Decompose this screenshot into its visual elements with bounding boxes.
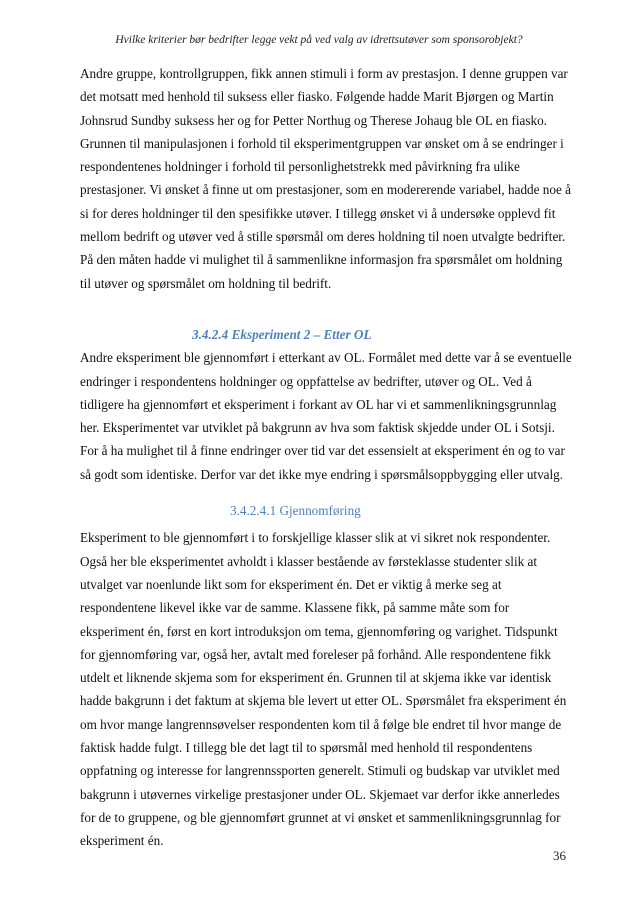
text-line: endringer i respondentens holdninger og oppfattelse av bedrifter, utøver og OL. Ved å: [80, 373, 532, 389]
text-line: For å ha mulighet til å finne endringer over tid var det essensielt at eksperiment én og to var: [80, 443, 565, 459]
running-header: [0, 34, 638, 46]
running-header-title: Hvilke kriterier bør bedrifter legge vekt på ved valg av idrettsutøver som sponsorobjekt?: [115, 34, 523, 46]
paragraph-implementation: [80, 526, 567, 852]
text-line: Også her ble eksperimentet avholdt i klasser bestående av førsteklasse studenter slik at: [80, 553, 538, 569]
text-line: respondentene likevel ikke var de samme. Klassene fikk, på samme måte som for: [80, 600, 510, 616]
paragraph-experiment-2: [80, 346, 572, 486]
text-line: Andre eksperiment ble gjennomført i etterkant av OL. Formålet med dette var å se eventuelle: [80, 350, 572, 366]
text-line: eksperiment én, først en kort introduksjon om tema, gjennomføring og varighet. Tidspunkt: [80, 623, 558, 639]
text-line: Grunnen til manipulasjonen i forhold til eksperimentgruppen var ønsket om å se endringer i: [80, 135, 564, 151]
text-line: mellom bedrift og utøver ved å stille spørsmål om deres holdning til noen utvalgte bedrifter.: [80, 229, 566, 245]
text-line: faktisk hadde fulgt. I tillegg ble det lagt til to spørsmål med henhold til respondentens: [80, 740, 533, 756]
page-number: 36: [553, 848, 566, 863]
text-line: bakgrunn i utøvernes virkelige prestasjoner under OL. Skjemaet var derfor ikke annerledes: [80, 786, 560, 802]
text-line: for de to gruppene, og ble gjennomført grunnet at vi ønsket et sammenlikningsgrunnlag for: [80, 809, 561, 825]
text-line: for gjennomføring var, også her, avtalt med foreleser på forhånd. Alle respondentene fikk: [80, 646, 551, 662]
text-line: utvalget var noenlunde likt som for eksperiment én. Det er viktig å merke seg at: [80, 576, 502, 592]
text-line: prestasjoner. Vi ønsket å finne ut om prestasjoner, som en modererende variabel, hadde noe å: [80, 182, 571, 198]
text-line: tidligere ha gjennomført et eksperiment i forkant av OL har vi et sammenlikningsgrunnlag: [80, 396, 557, 412]
section-heading-3424: 3.4.2.4 Eksperiment 2 – Etter OL: [192, 326, 372, 342]
text-line: her. Eksperimentet var utviklet på bakgrunn av hva som faktisk skjedde under OL i Sotsji.: [80, 420, 555, 436]
text-line: det motsatt med henhold til suksess eller fiasko. Følgende hadde Marit Bjørgen og Martin: [80, 89, 554, 105]
text-line: På den måten hadde vi mulighet til å sammenlikne informasjon fra spørsmålet om holdning: [80, 252, 563, 268]
text-line: utdelt et liknende skjema som for eksperiment én. Grunnen til at skjema ikke var identisk: [80, 670, 552, 686]
text-line: eksperiment én.: [80, 833, 164, 849]
text-line: så godt som identiske. Derfor var det ikke mye endring i spørsmålsoppbygging eller utvalg.: [80, 466, 564, 482]
text-line: respondentenes holdninger i forhold til personlighetstrekk med påvirkning fra ulike: [80, 159, 520, 175]
text-line: Johnsrud Sundby suksess her og for Petter Northug og Therese Johaug ble OL en fiasko.: [80, 112, 547, 128]
text-line: Andre gruppe, kontrollgruppen, fikk annen stimuli i form av prestasjon. I denne gruppen var: [80, 66, 568, 81]
text-line: hadde bakgrunn i det faktum at skjema ble levert ut etter OL. Spørsmålet fra eksperiment én: [80, 693, 567, 709]
text-line: oppfatning og interesse for langrennssporten generelt. Stimuli og budskap var utviklet med: [80, 763, 560, 779]
page-content: [80, 62, 572, 853]
text-line: om hvor mange langrennsøvelser respondenten kom til å følge ble endret til hvor mange de: [80, 716, 562, 732]
text-line: si for deres holdninger til den spesifikke utøver. I tillegg ønsket vi å undersøke opplevd fit: [80, 205, 556, 221]
paragraph-control-group: [80, 62, 571, 295]
text-line: til utøver og spørsmålet om holdning til bedrift.: [80, 275, 332, 291]
section-heading-34241: 3.4.2.4.1 Gjennomføring: [230, 503, 361, 519]
text-line: Eksperiment to ble gjennomført i to forskjellige klasser slik at vi sikret nok respondenter.: [80, 530, 551, 546]
